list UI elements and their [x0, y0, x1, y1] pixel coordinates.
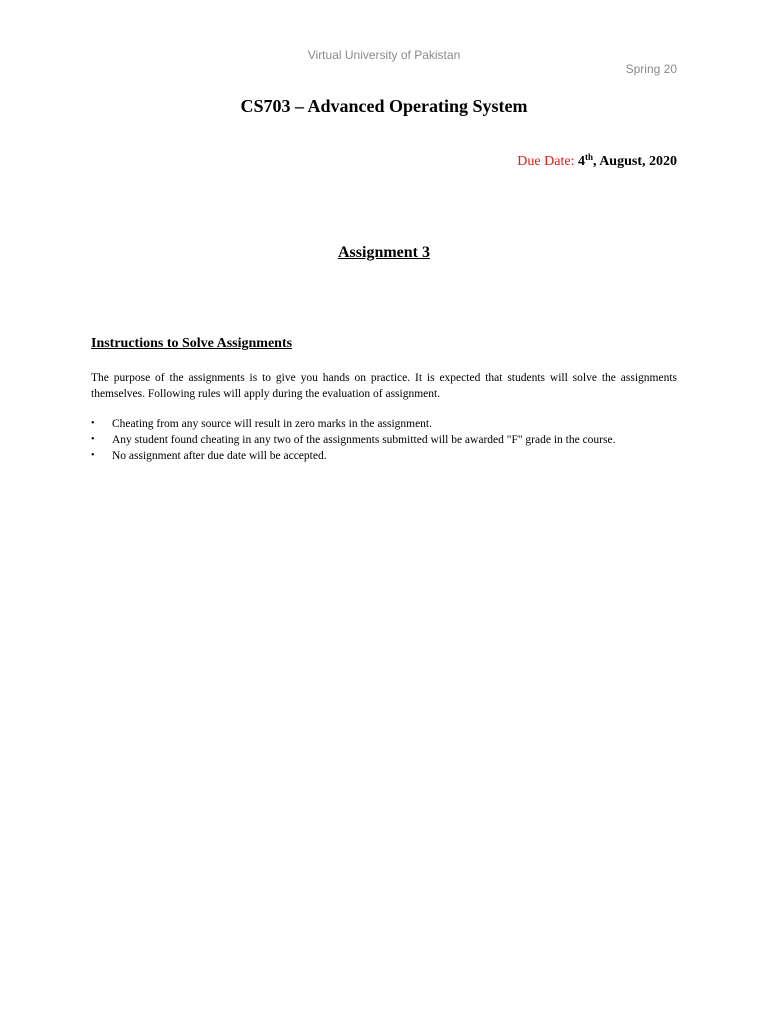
rule-item: [91, 432, 677, 448]
rules-list: [91, 416, 677, 464]
due-date: [517, 154, 677, 170]
rule-item: [91, 416, 677, 432]
assignment-title: Assignment 3: [337, 244, 430, 261]
instructions-heading: Instructions to Solve Assignments: [91, 336, 293, 351]
rule-text: Any student found cheating in any two of the assignments submitted will be awarded "F" grade in the course.: [112, 434, 616, 446]
due-date-day: 4: [577, 154, 585, 169]
header-university-name: Virtual University of Pakistan: [307, 48, 461, 62]
due-date-label: Due Date:: [517, 154, 575, 169]
rule-text: Cheating from any source will result in zero marks in the assignment.: [112, 418, 433, 430]
rule-item: [91, 448, 677, 464]
course-title: CS703 – Advanced Operating System: [240, 96, 528, 116]
due-date-day-suffix: th: [584, 152, 593, 162]
bullet-icon: •: [91, 450, 95, 461]
instructions-intro: The purpose of the assignments is to give you hands on practice. It is expected that students will solve the assignments themselves. Following rules will apply during the evaluation of assignment.: [91, 372, 677, 400]
header-term: Spring 20: [625, 62, 677, 76]
due-date-rest: , August, 2020: [592, 154, 677, 169]
bullet-icon: •: [91, 418, 95, 429]
bullet-icon: •: [91, 434, 95, 445]
rule-text: No assignment after due date will be accepted.: [112, 450, 327, 462]
